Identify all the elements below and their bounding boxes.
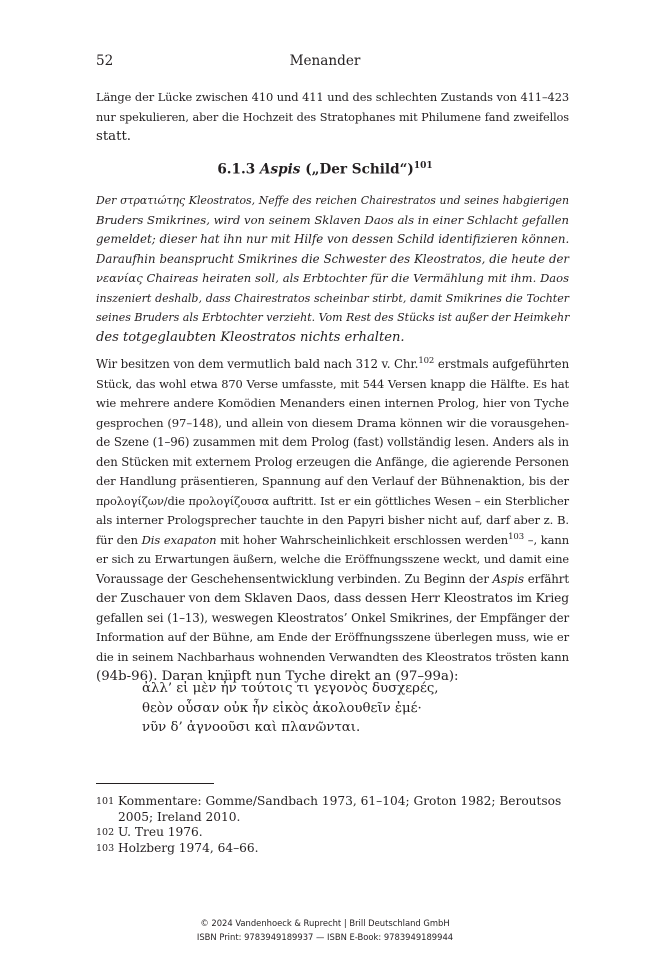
abstract-line: des totgeglaubten Kleostratos nichts erhalten.	[96, 329, 405, 345]
text-run: Wir besitzen von dem vermutlich bald nach 312 v. Chr.	[96, 357, 419, 371]
text-line: den Stücken mit externem Prolog erzeugen die Anfänge, die agierende Personen	[96, 454, 569, 469]
running-head: Menander	[289, 53, 361, 69]
text-run: mit hoher Wahrscheinlichkeit erschlossen werden	[216, 532, 509, 547]
text-line	[96, 355, 569, 375]
footnote-ref-102[interactable]: 102	[418, 356, 435, 367]
footnotes	[96, 794, 571, 856]
imprint	[0, 916, 650, 944]
text-line: als interner Prologsprecher tauchte in den Papyri bisher nicht auf, darf aber z. B.	[96, 513, 569, 527]
footnote-ref-103[interactable]: 103	[508, 531, 525, 542]
abstract-line: seines Bruders als Erbtochter verzieht. Vom Rest des Stücks ist außer der Heimkehr	[96, 311, 570, 324]
greek-verse: ἀλλ’ εἰ μὲν ἦν τούτοις τι γεγονὸς δυσχερές,	[142, 681, 439, 696]
text-line: προλογίζων/die προλογίζουσα auftritt. Ist er ein göttliches Wesen – ein Sterblicher	[96, 493, 569, 508]
text-line: er sich zu Erwartungen äußern, welche die Eröffnungsszene weckt, und damit eine	[96, 553, 569, 566]
page-number: 52	[96, 53, 114, 69]
footnote-103	[96, 841, 571, 857]
footnote-number: 102	[96, 827, 115, 838]
abstract-line: Bruders Smikrines, wird von seinem Sklaven Daos als in einer Schlacht gefallen	[96, 212, 569, 227]
abstract-line: νεανίας Chaireas heiraten soll, als Erbtochter für die Vermählung mit ihm. Daos	[96, 271, 569, 285]
footnote-number: 103	[96, 842, 115, 854]
footnote-number: 101	[96, 796, 115, 807]
abstract-line: gemeldet; dieser hat ihn nur mit Hilfe von dessen Schild identifizieren können.	[96, 232, 570, 246]
abstract-line: inszeniert deshalb, dass Chairestratos scheinbar stirbt, damit Smikrines die Tochter	[96, 291, 569, 305]
footnote-text: Holzberg 1974, 64–66.	[118, 840, 259, 855]
work-title-italic: Aspis	[492, 571, 524, 586]
text-line: gesprochen (97–148), und allein von diesem Drama können wir die vorausgehen-	[96, 415, 569, 430]
greek-quote	[142, 679, 439, 738]
footnote-text: Kommentare: Gomme/Sandbach 1973, 61–104; Groton 1982; Beroutsos 2005; Ireland 2010.	[118, 794, 562, 824]
greek-verse: θεὸν οὖσαν οὐκ ἦν εἰκὸς ἀκολουθεῖν ἐμέ·	[142, 700, 422, 716]
text-run: erfährt	[524, 571, 569, 586]
text-line: statt.	[96, 129, 132, 144]
text-line: Information auf der Bühne, am Ende der Eröffnungsszene überlegen muss, wie er	[96, 630, 569, 644]
footnote-101	[96, 794, 571, 825]
footnote-separator	[96, 783, 214, 784]
footnote-ref-101[interactable]: 101	[413, 161, 433, 171]
text-run: Voraussage der Geschehensentwicklung verbinden. Zu Beginn der	[96, 571, 493, 586]
footnote-text: U. Treu 1976.	[118, 825, 203, 839]
greek-verse: νῦν δ’ ἀγνοοῦσι καὶ πλανῶνται.	[142, 720, 361, 735]
text-run: –, kann	[524, 532, 569, 547]
section-heading	[0, 161, 650, 178]
text-line: Stück, das wohl etwa 870 Verse umfasste, mit 544 Versen knapp die Hälfte. Es hat	[96, 376, 569, 391]
section-title-italic: Aspis	[259, 161, 301, 178]
footnote-102	[96, 825, 571, 841]
section-number: 6.1.3	[217, 161, 256, 178]
copyright-line: © 2024 Vandenhoeck & Ruprecht | Brill Deutschland GmbH	[200, 918, 450, 928]
text-line: die in seinem Nachbarhaus wohnenden Verwandten des Kleostratos trösten kann	[96, 649, 569, 664]
text-line	[96, 531, 569, 551]
text-line: der Handlung präsentieren, Spannung auf den Verlauf der Bühnenaktion, bis der	[96, 474, 569, 488]
text-line: wie mehrere andere Komödien Menanders einen internen Prolog, hier von Tyche	[96, 396, 569, 410]
work-title-italic: Dis exapaton	[141, 532, 217, 547]
section-title-rest: („Der Schild“)	[305, 161, 414, 178]
text-line: der Zuschauer von dem Sklaven Daos, dass dessen Herr Kleostratos im Krieg	[96, 591, 569, 605]
text-line: (94b-96). Daran knüpft nun Tyche direkt an (97–99a):	[96, 669, 459, 684]
text-line	[96, 570, 569, 590]
text-run: für den	[96, 532, 142, 547]
text-run: erstmals aufgeführten	[434, 357, 570, 371]
text-line: nur spekulieren, aber die Hochzeit des Stratophanes mit Philumene fand zweifellos	[96, 110, 569, 124]
isbn-line: ISBN Print: 9783949189937 — ISBN E-Book: 9783949189944	[196, 932, 454, 942]
abstract-line: Der στρατιώτης Kleostratos, Neffe des reichen Chairestratos und seines habgierigen	[96, 194, 569, 207]
abstract-line: Daraufhin beansprucht Smikrines die Schwester des Kleostratos, die heute der	[96, 251, 569, 266]
text-line: Länge der Lücke zwischen 410 und 411 und des schlechten Zustands von 411–423	[96, 90, 569, 104]
abstract	[96, 191, 569, 347]
main-paragraph	[96, 355, 569, 687]
text-line: de Szene (1–96) zusammen mit dem Prolog (fast) vollständig lesen. Anders als in	[96, 435, 569, 449]
text-line: gefallen sei (1–13), weswegen Kleostratos’ Onkel Smikrines, der Empfänger der	[96, 610, 569, 625]
intro-paragraph	[96, 88, 569, 147]
